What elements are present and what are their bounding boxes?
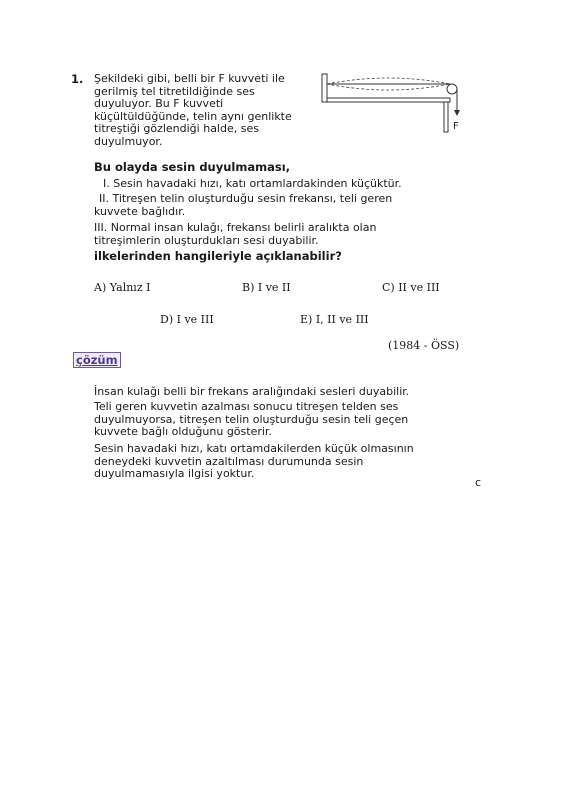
option-d[interactable]: D) I ve III [160, 313, 214, 326]
option-e[interactable]: E) I, II ve III [300, 313, 369, 326]
string-tension-figure [320, 72, 466, 134]
statement-item-2: II. Titreşen telin oluşturduğu sesin frekansı, teli geren kuvvete bağlıdır. [94, 192, 393, 218]
question-number: 1. [71, 72, 84, 86]
option-c[interactable]: C) II ve III [382, 281, 440, 294]
table-leg [444, 102, 448, 132]
statement-item-1: I. Sesin havadaki hızı, katı ortamlardakinden küçüktür. [103, 177, 402, 190]
wall-support [322, 74, 327, 102]
question-lead: Bu olayda sesin duyulmaması, [94, 160, 291, 174]
option-b[interactable]: B) I ve II [242, 281, 291, 294]
solution-label[interactable]: çözüm [73, 352, 121, 368]
table-edge [327, 98, 450, 102]
solution-paragraph-2: Teli geren kuvvetin azalması sonucu titreşen telden ses duyulmuyorsa, titreşen telin oluşturduğu sesin teli geçen kuvvete bağlı olduğunu gösterir. [94, 400, 409, 439]
force-label: F [453, 121, 459, 132]
option-a[interactable]: A) Yalnız I [94, 281, 151, 294]
question-stem: Şekildeki gibi, belli bir F kuvveti ile gerilmiş tel titretildiğinde ses duyuluyor. Bu F kuvveti küçültüldüğünde, telin aynı genlikte titreştiği gözlendiği halde, ses duyulmuyor. [94, 72, 292, 148]
force-arrow-icon [454, 110, 460, 116]
question-tail: ilkelerinden hangileriyle açıklanabilir? [94, 249, 342, 263]
statement-item-3: III. Normal insan kulağı, frekansı belirli aralıkta olan titreşimlerin oluşturdukları sesi duyabilir. [94, 221, 377, 247]
solution-paragraph-3: Sesin havadaki hızı, katı ortamdakilerden küçük olmasının deneydeki kuvvetin azaltılması durumunda sesin duyulmamasıyla ilgisi yoktur. [94, 442, 414, 481]
solution-paragraph-1: İnsan kulağı belli bir frekans aralığındaki sesleri duyabilir. [94, 385, 410, 398]
pulley [447, 84, 457, 94]
question-source: (1984 - ÖSS) [388, 339, 460, 352]
answer-letter: c [475, 476, 482, 489]
